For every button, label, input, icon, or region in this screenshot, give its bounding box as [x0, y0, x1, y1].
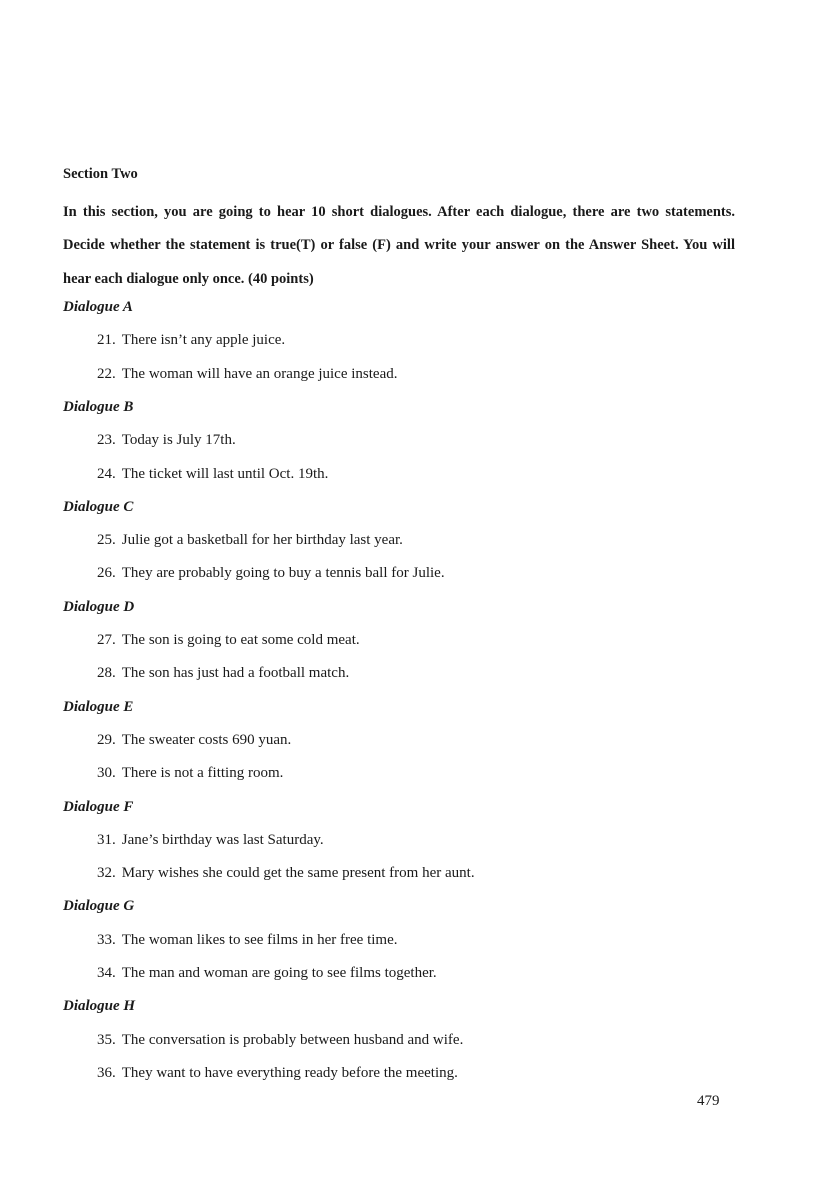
statement-item: [97, 630, 360, 650]
statement-text: There is not a fitting room.: [121, 765, 284, 782]
statement-item: [97, 663, 349, 683]
statement-text: The son is going to eat some cold meat.: [121, 632, 360, 648]
statement-item: [97, 530, 403, 550]
dialogue-heading: Dialogue E: [63, 698, 134, 715]
statement-number: 32.: [97, 865, 116, 882]
statement-item: [97, 563, 445, 583]
statement-text: The conversation is probably between husband and wife.: [121, 1031, 464, 1048]
statement-item: [97, 863, 475, 883]
statement-number: 27.: [97, 632, 116, 648]
statement-text: Mary wishes she could get the same present from her aunt.: [121, 865, 475, 882]
statement-text: The woman will have an orange juice instead.: [121, 365, 398, 382]
statement-number: 29.: [97, 731, 116, 748]
statement-number: 33.: [97, 931, 116, 948]
statement-number: 24.: [97, 465, 116, 482]
statement-text: They want to have everything ready before the meeting.: [121, 1064, 458, 1081]
statement-item: [97, 364, 398, 384]
statement-text: Jane’s birthday was last Saturday.: [121, 831, 324, 848]
statement-number: 31.: [97, 831, 116, 848]
statement-number: 22.: [97, 365, 116, 382]
section-instructions: In this section, you are going to hear 10 short dialogues. After each dialogue, there are two statements. Decide whether the statement is true(T) or false (F) and write your answer on the Answer Sheet. You will hear each dialogue only once. (40 points): [63, 204, 735, 287]
statement-number: 34.: [97, 965, 116, 981]
statement-text: Julie got a basketball for her birthday last year.: [121, 532, 403, 549]
statement-number: 28.: [97, 665, 116, 682]
statement-text: Today is July 17th.: [121, 432, 236, 449]
section-title: Section Two: [63, 166, 138, 182]
dialogue-heading: Dialogue B: [63, 398, 134, 415]
statement-number: 36.: [97, 1064, 116, 1081]
statement-item: [97, 730, 291, 750]
statement-number: 35.: [97, 1031, 116, 1048]
statement-text: The son has just had a football match.: [121, 665, 350, 682]
statement-number: 21.: [97, 332, 116, 349]
statement-text: There isn’t any apple juice.: [121, 332, 286, 349]
statement-number: 26.: [97, 565, 116, 582]
statement-text: The woman likes to see films in her free time.: [121, 931, 398, 948]
statement-item: [97, 763, 283, 783]
statement-number: 23.: [97, 432, 116, 449]
page-number: 479: [697, 1093, 720, 1109]
statement-text: The man and woman are going to see films together.: [121, 965, 437, 981]
statement-number: 25.: [97, 532, 116, 549]
dialogue-heading: Dialogue D: [63, 598, 135, 615]
statement-number: 30.: [97, 765, 116, 782]
statement-item: [97, 830, 324, 850]
dialogue-heading: Dialogue C: [63, 498, 134, 515]
statement-item: [97, 1063, 458, 1083]
dialogue-heading: Dialogue A: [63, 299, 133, 315]
statement-item: [97, 464, 328, 484]
statement-text: They are probably going to buy a tennis ball for Julie.: [121, 565, 445, 582]
statement-text: The ticket will last until Oct. 19th.: [121, 465, 329, 482]
statement-item: [97, 1030, 463, 1050]
dialogue-heading: Dialogue F: [63, 798, 134, 815]
statement-item: [97, 330, 285, 350]
statement-item: [97, 430, 236, 450]
dialogue-heading: Dialogue H: [63, 998, 136, 1015]
statement-item: [97, 930, 398, 950]
statement-text: The sweater costs 690 yuan.: [121, 731, 292, 748]
dialogue-heading: Dialogue G: [63, 898, 135, 915]
statement-item: [97, 963, 437, 983]
